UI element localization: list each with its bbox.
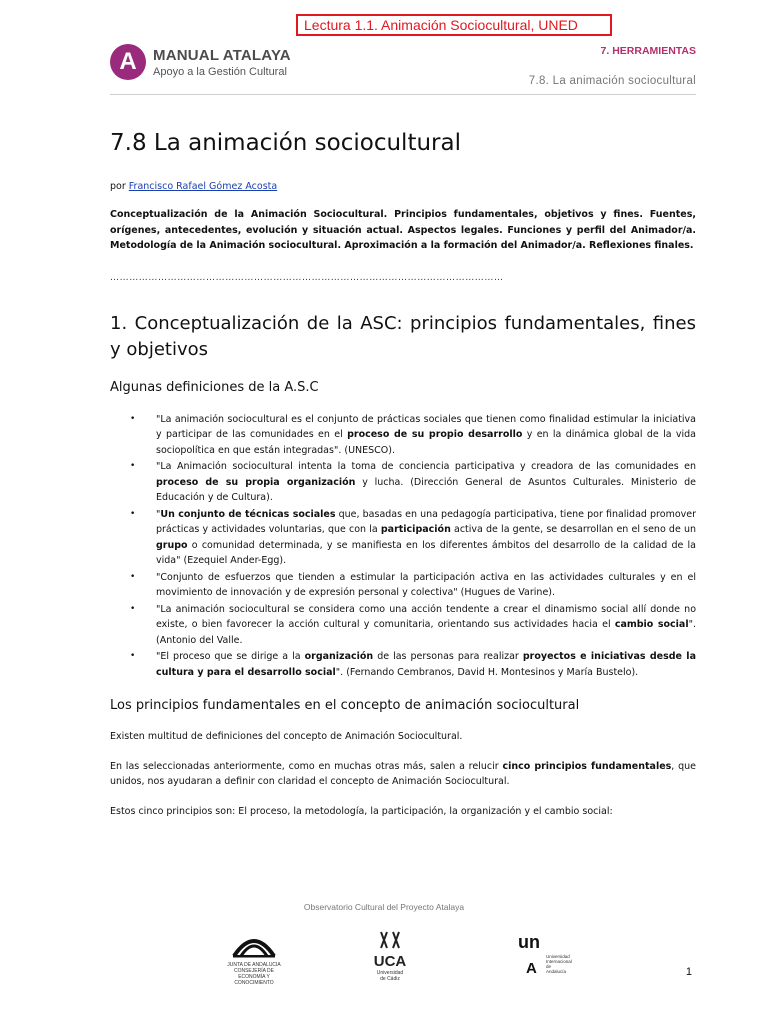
definition-text: que, basadas en una pedagogía participativa, tiene por finalidad promover prácticas y actividades voluntarias, que con la: [156, 508, 697, 535]
uca-mark: UCA: [373, 953, 407, 970]
junta-arch-icon: [229, 930, 279, 958]
definitions-list: [110, 412, 696, 681]
paragraph-text: , que unidos, nos ayudaran a definir con claridad el concepto de Animación Sociocultural.: [110, 760, 696, 787]
definition-text: y lucha. (Dirección General de Asuntos Culturales. Ministerio de Educación y de Cultura).: [156, 476, 696, 503]
paragraph: Existen multitud de definiciones del concepto de Animación Sociocultural.: [110, 731, 463, 742]
list-item: [110, 649, 696, 680]
unia-line: de Andalucía: [546, 964, 567, 974]
author-line: [110, 180, 696, 194]
manual-atalaya-logo: [110, 44, 310, 84]
list-item: [110, 602, 696, 649]
definition-bold: Un conjunto de técnicas sociales: [160, 508, 336, 520]
list-item: [110, 507, 696, 569]
definition-bold: organización: [304, 651, 374, 662]
unia-line: Internacional: [546, 959, 572, 964]
definition-text: "El proceso que se dirige a la: [156, 651, 305, 662]
definition-bold: cambio social: [614, 619, 689, 630]
page-title: 7.8 La animación sociocultural: [110, 130, 461, 156]
unia-logo: [516, 932, 572, 986]
list-item: [110, 412, 696, 459]
list-item: [110, 570, 696, 601]
bullet-icon: •: [130, 571, 136, 582]
section-label: 7. HERRAMIENTAS: [600, 45, 696, 57]
logo-subtitle: Apoyo a la Gestión Cultural: [153, 66, 287, 78]
definition-bold: proyectos e iniciativas desde la cultura y para el desarrollo social: [156, 651, 696, 678]
paragraph-bold: cinco principios fundamentales: [502, 760, 672, 772]
unia-un: un: [518, 932, 540, 952]
uca-line2: de Cádiz: [380, 976, 400, 982]
definition-text: ". (Fernando Cembranos, David H. Montesinos y María Bustelo).: [335, 666, 639, 678]
author-prefix: por: [110, 181, 129, 192]
definition-bold: proceso de su propio desarrollo: [347, 429, 523, 440]
definition-text: ". (Antonio del Valle.: [156, 619, 696, 646]
uca-line1: Universidad: [376, 970, 404, 976]
footer-title: Observatorio Cultural del Proyecto Atalaya: [303, 902, 465, 912]
definitions-heading: Algunas definiciones de la A.S.C: [110, 379, 319, 395]
junta-andalucia-logo: [224, 930, 284, 986]
header-divider: [110, 94, 696, 95]
main-content: [110, 126, 696, 819]
definition-text: "La animación sociocultural es el conjunto de prácticas sociales que tienen como finalidad estimular la iniciativa y participar de las comunidades en el: [156, 413, 696, 440]
abstract: Conceptualización de la Animación Sociocultural. Principios fundamentales, objetivos y fines. Fuentes, orígenes, antecedentes, evolución y situación actual. Aspectos legales. Funciones y perfil del Animador/a. Metodología de la Animación sociocultural. Aproximación a la formación del Animador/a. Reflexiones finales.: [110, 209, 696, 251]
definition-text: y en la dinámica global de la vida sociopolítica en que están integradas". (UNESCO).: [156, 429, 696, 456]
definition-text: "Conjunto de esfuerzos que tienden a estimular la participación activa en las actividades culturales y en el movimiento de innovación y de expresión personal y colectiva" (Hugues de Varine).: [156, 571, 696, 598]
list-item: [110, 459, 696, 506]
bullet-icon: •: [130, 508, 136, 519]
uca-logo: [368, 930, 412, 990]
bullet-icon: •: [130, 413, 136, 424]
bullet-icon: •: [130, 651, 136, 661]
definition-text: activa de la gente, se desarrollan en el seno de un: [450, 524, 696, 535]
reading-stamp: Lectura 1.1. Animación Sociocultural, UNED: [296, 14, 612, 36]
unia-line: Universidad: [546, 954, 570, 959]
atalaya-logo-icon: A: [110, 44, 146, 80]
definition-text: ": [156, 508, 161, 520]
principles-heading: Los principios fundamentales en el concepto de animación sociocultural: [110, 698, 580, 713]
dotted-separator: ……………………………………………………………………………………………………………: [110, 272, 504, 283]
definition-text: "La Animación sociocultural intenta la toma de conciencia participativa y creadora de las comunidades en: [156, 461, 696, 472]
subsection-label: 7.8. La animación sociocultural: [528, 75, 696, 87]
bullet-icon: •: [130, 461, 136, 471]
definition-text: o comunidad determinada, y se manifiesta en los diferentes ámbitos del desarrollo de la calidad de la vida" (Ezequiel Ander-Egg).: [156, 539, 696, 566]
unia-text: [546, 954, 572, 974]
definition-bold: proceso de su propia organización: [156, 476, 356, 488]
definition-bold: grupo: [156, 539, 188, 551]
section-heading: 1. Conceptualización de la ASC: principios fundamentales, fines y objetivos: [110, 312, 696, 360]
paragraph: [110, 759, 696, 790]
page-number: 1: [685, 966, 692, 978]
uca-crest-icon: [378, 930, 402, 950]
definition-text: de las personas para realizar: [373, 651, 523, 662]
paragraph: Estos cinco principios son: El proceso, la metodología, la participación, la organización y el cambio social:: [110, 805, 613, 817]
definition-bold: participación: [380, 524, 451, 535]
logo-name: MANUAL ATALAYA: [153, 47, 291, 64]
unia-a: A: [526, 960, 537, 977]
bullet-icon: •: [130, 603, 136, 614]
author-link[interactable]: Francisco Rafael Gómez Acosta: [128, 181, 278, 192]
definition-text: "La animación sociocultural se considera como una acción tendente a crear el dinamismo social allí donde no existe, o bien favorecer la acción cultural y comunitaria, orientando sus actividades hacia el: [156, 603, 696, 630]
junta-line2: CONSEJERÍA DE ECONOMÍA Y CONOCIMIENTO: [233, 968, 274, 986]
paragraph-text: En las seleccionadas anteriormente, como en muchas otras más, salen a relucir: [110, 760, 503, 772]
junta-line1: JUNTA DE ANDALUCIA: [227, 962, 281, 968]
